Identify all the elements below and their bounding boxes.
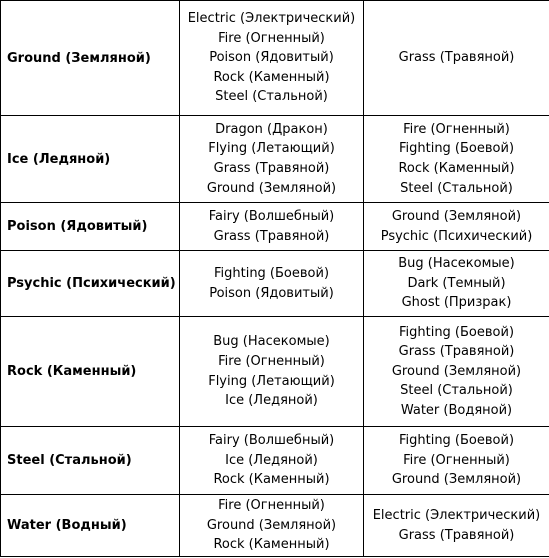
- list-item: Electric (Электрический): [372, 507, 541, 523]
- weak-against-cell: [364, 203, 549, 251]
- list-item: Steel (Стальной): [215, 89, 328, 105]
- list-item: Fighting (Боевой): [398, 433, 515, 449]
- list-item: Steel (Стальной): [400, 383, 513, 399]
- strong-against-cell: [180, 317, 364, 427]
- type-name: Psychic (Психический): [1, 251, 180, 317]
- list-item: Grass (Травяной): [398, 344, 515, 360]
- list-item: Dark (Темный): [407, 275, 506, 291]
- list-item: Fire (Огненный): [403, 121, 510, 137]
- list-item: Steel (Стальной): [400, 180, 513, 196]
- weak-against-cell: [364, 1, 549, 116]
- list-item: Fairy (Волшебный): [208, 208, 335, 224]
- list-item: Poison (Ядовитый): [209, 50, 334, 66]
- list-item: Ground (Земляной): [391, 363, 522, 379]
- list-item: Ground (Земляной): [391, 208, 522, 224]
- list-item: Grass (Травяной): [398, 50, 515, 66]
- table-row: [1, 495, 549, 557]
- type-name: Poison (Ядовитый): [1, 203, 180, 251]
- list-item: Fairy (Волшебный): [208, 433, 335, 449]
- list-item: Rock (Каменный): [213, 472, 330, 488]
- list-item: Fighting (Боевой): [213, 265, 330, 281]
- table-row: [1, 1, 549, 116]
- list-item: Ice (Ледяной): [225, 452, 318, 468]
- strong-against-cell: [180, 495, 364, 557]
- list-item: Fire (Огненный): [218, 498, 325, 514]
- list-item: Water (Водяной): [400, 402, 513, 418]
- list-item: Grass (Травяной): [213, 228, 330, 244]
- weak-against-cell: [364, 427, 549, 495]
- list-item: Fighting (Боевой): [398, 141, 515, 157]
- type-name: Ice (Ледяной): [1, 116, 180, 203]
- strong-against-cell: [180, 427, 364, 495]
- weak-against-cell: [364, 495, 549, 557]
- type-name: Rock (Каменный): [1, 317, 180, 427]
- list-item: Grass (Травяной): [213, 161, 330, 176]
- list-item: Fire (Огненный): [218, 353, 325, 369]
- table-row: [1, 427, 549, 495]
- table-row: [1, 251, 549, 317]
- table-row: [1, 317, 549, 427]
- type-name: Ground (Земляной): [1, 1, 180, 116]
- list-item: Flying (Летающий): [208, 141, 335, 157]
- list-item: Ground (Земляной): [391, 472, 522, 488]
- strong-against-cell: [180, 203, 364, 251]
- strong-against-cell: [180, 1, 364, 116]
- list-item: Rock (Каменный): [398, 161, 515, 176]
- list-item: Psychic (Психический): [380, 228, 533, 244]
- list-item: Dragon (Дракон): [215, 121, 328, 137]
- list-item: Ground (Земляной): [206, 517, 337, 533]
- type-name: Steel (Стальной): [1, 427, 180, 495]
- list-item: Bug (Насекомые): [398, 256, 515, 272]
- list-item: Bug (Насекомые): [213, 334, 330, 350]
- list-item: Ice (Ледяной): [225, 393, 318, 409]
- list-item: Fire (Огненный): [218, 30, 325, 46]
- list-item: Ground (Земляной): [206, 180, 337, 196]
- list-item: Poison (Ядовитый): [209, 285, 334, 301]
- weak-against-cell: [364, 116, 549, 203]
- table-row: [1, 116, 549, 203]
- list-item: Grass (Травяной): [398, 527, 515, 543]
- list-item: Electric (Электрический): [187, 11, 356, 27]
- table-row: [1, 203, 549, 251]
- list-item: Rock (Каменный): [213, 69, 330, 85]
- type-name: Water (Водный): [1, 495, 180, 557]
- strong-against-cell: [180, 116, 364, 203]
- list-item: Flying (Летающий): [208, 373, 335, 389]
- weak-against-cell: [364, 251, 549, 317]
- strong-against-cell: [180, 251, 364, 317]
- list-item: Ghost (Призрак): [401, 295, 512, 311]
- list-item: Fire (Огненный): [403, 452, 510, 468]
- list-item: Rock (Каменный): [213, 537, 330, 553]
- list-item: Fighting (Боевой): [398, 324, 515, 340]
- weak-against-cell: [364, 317, 549, 427]
